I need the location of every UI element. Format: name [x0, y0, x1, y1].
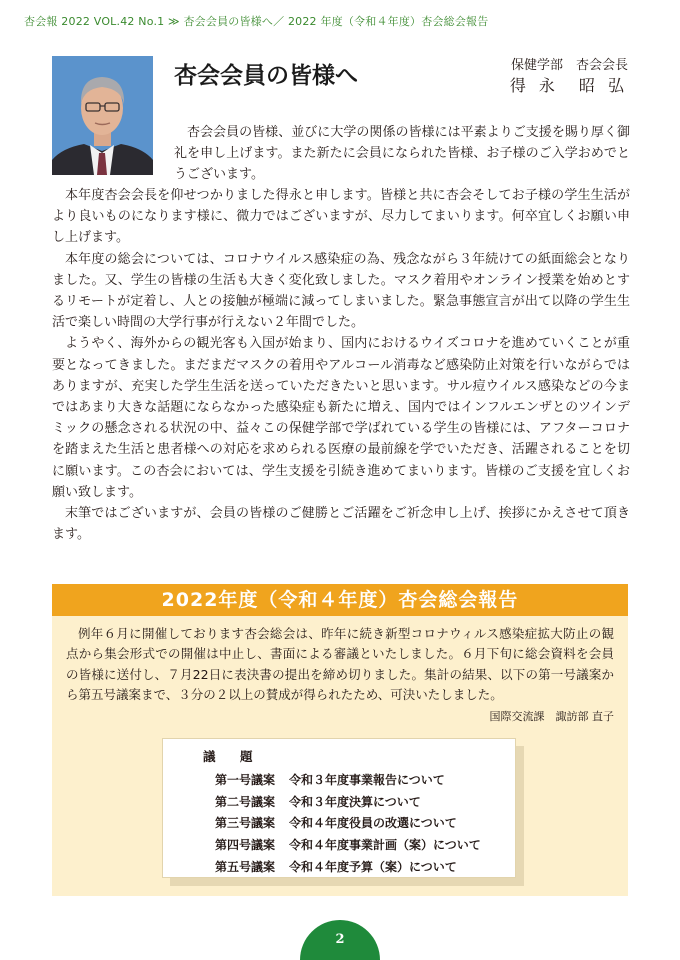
agenda-heading: 議 題: [203, 749, 259, 764]
greeting-paragraph: 本年度杏会会長を仰せつかりました得永と申します。皆様と共に杏会そしてお子様の学生生活がより良いものになります様に、微力ではございますが、尽力してまいります。何卒宜しくお願い申し上げます。: [52, 188, 630, 246]
chairman-portrait-photo: [52, 56, 153, 175]
agenda-item: [203, 857, 515, 879]
greeting-paragraph: ようやく、海外からの観光客も入国が始まり、国内におけるウイズコロナを進めていくことが重要となってきました。まだまだマスクの着用やアルコール消毒など感染防止対策を行いながらではありますが、充実した学生生活を送っていただきたいと思います。サル痘ウイルス感染などの今まではあまり大きな話題にならなかった感染症も新たに増え、国内ではインフルエンザとのツインデミックの懸念される状況の中、益々この保健学部で学ばれている学生の皆様には、アフターコロナを踏まえた生活と患者様への対応を求められる医療の最前線を学でいただき、活躍されることを切に願います。この杏会においては、学生支援を引続き進めてまいります。皆様のご支援を宜しくお願い致します。: [52, 336, 630, 500]
agenda-item-title: 令和３年度事業報告について: [289, 773, 445, 787]
agenda-item-number: 第四号議案: [215, 838, 276, 853]
greeting-body: [52, 185, 630, 545]
report-signature: 国際交流課 諏訪部 直子: [489, 710, 614, 723]
agenda-item: [203, 770, 515, 792]
portrait-illustration: [52, 56, 153, 175]
agenda-item-title: 令和４年度役員の改選について: [289, 816, 457, 831]
running-header-breadcrumb: 杏会報 2022 VOL.42 No.1 ≫ 杏会会員の皆様へ／ 2022 年度（令和４年度）杏会総会報告: [24, 15, 489, 28]
greeting-paragraph: 末筆ではございますが、会員の皆様のご健勝とご活躍をご祈念申し上げ、挨拶にかえさせて頂きます。: [52, 506, 630, 543]
agenda-item-title: 令和４年度事業計画（案）について: [289, 838, 481, 853]
greeting-paragraph-intro: 杏会会員の皆様、並びに大学の関係の皆様には平素よりご支援を賜り厚く御礼を申し上げます。また新たに会員になられた皆様、お子様のご入学おめでとうございます。: [174, 125, 630, 183]
agenda-item-number: 第五号議案: [215, 859, 276, 874]
page-number: 2: [335, 932, 345, 947]
agenda-item: [203, 792, 515, 814]
agenda-item-number: 第二号議案: [215, 794, 276, 809]
report-body-text: 例年６月に開催しております杏会総会は、昨年に続き新型コロナウィルス感染症拡大防止の観点から集会形式での開催は中止し、書面による審議といたしました。６月下旬に総会資料を会員の皆様に送付し、７月22日に表決書の提出を締め切りました。集計の結果、以下の第一号議案から第五号議案まで、３分の２以上の賛成が得られたため、可決いたしました。: [66, 626, 614, 702]
agenda-item: [203, 813, 515, 835]
agenda-item: [203, 835, 515, 857]
report-title: 2022年度（令和４年度）杏会総会報告: [52, 584, 628, 616]
agenda-item-title: 令和３年度決算について: [289, 794, 421, 809]
author-role: 保健学部 杏会会長: [510, 58, 628, 73]
greeting-paragraph: 本年度の総会については、コロナウイルス感染症の為、残念ながら３年続けての紙面総会となりました。又、学生の皆様の生活も大きく変化致しました。マスク着用やオンライン授業を始めとするリモートが定着し、人との接触が極端に減ってしまいました。緊急事態宣言が出て以降の学生生活で楽しい時間の大学行事が行えない２年間でした。: [52, 251, 630, 331]
agenda-item-number: 第一号議案: [215, 773, 276, 787]
agenda-item-number: 第三号議案: [215, 816, 276, 831]
agenda-item-title: 令和４年度予算（案）について: [289, 859, 457, 874]
greeting-title: 杏会会員の皆様へ: [174, 63, 358, 89]
author-name: 得 永 昭 弘: [509, 76, 628, 95]
agenda-box: [162, 738, 516, 878]
